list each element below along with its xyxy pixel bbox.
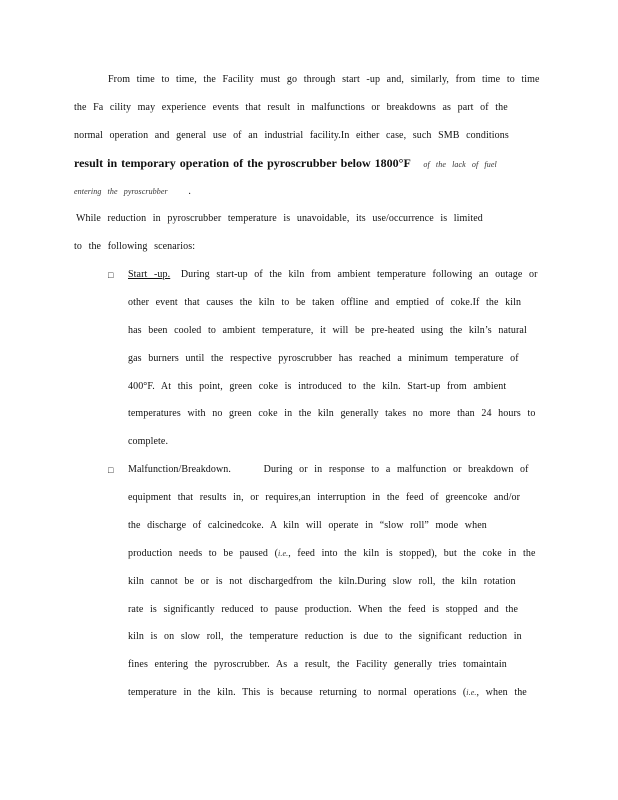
paragraph-1-line-1: From time to time, the Facility must go through start -up and, similarly, from time to time (108, 74, 540, 85)
ie-abbrev: i.e. (278, 549, 289, 558)
line-9-pre: temperature in the kiln. This is because returning to normal operations ( (128, 687, 467, 698)
paragraph-2-line-2: to the following scenarios: (74, 241, 196, 252)
paragraph-2-line-1: While reduction in pyroscrubber temperature is unavoidable, its use/occurrence is limited (76, 213, 483, 224)
italic-fragment: of the lack of fuel (423, 160, 497, 169)
bold-statement: result in temporary operation of the pyroscrubber below 1800°F (74, 156, 411, 170)
italic-fragment-2: entering the pyroscrubber (74, 187, 168, 196)
paragraph-1-line-2: the Fa cility may experience events that result in malfunctions or breakdowns as part of the (74, 102, 508, 113)
line-4-pre: production needs to be paused ( (128, 548, 279, 559)
bullet-2-line-4 (128, 548, 536, 560)
paragraph-1-line-3: normal operation and general use of an industrial facility.In either case, such SMB conditions (74, 130, 509, 141)
period: . (188, 186, 191, 197)
bullet-1-line-7: complete. (128, 436, 169, 447)
bullet-1-line-5: 400°F. At this point, green coke is introduced to the kiln. Start-up from ambient (128, 381, 507, 392)
paragraph-1-line-4 (74, 156, 497, 171)
bullet-1-line-4: gas burners until the respective pyroscrubber has reached a minimum temperature of (128, 353, 519, 364)
ie-abbrev: i.e. (466, 688, 477, 697)
bullet-1-label: Start -up. (128, 269, 171, 280)
bullet-1-line-6: temperatures with no green coke in the kiln generally takes no more than 24 hours to (128, 408, 536, 419)
bullet-2-line-7: kiln is on slow roll, the temperature reduction is due to the significant reduction in (128, 631, 522, 642)
bullet-2-line-1-text: During or in response to a malfunction or breakdown of (263, 464, 529, 475)
bullet-2-line-5: kiln cannot be or is not dischargedfrom the kiln.During slow roll, the kiln rotation (128, 576, 516, 587)
bullet-2-line-3: the discharge of calcinedcoke. A kiln will operate in “slow roll” mode when (128, 520, 487, 531)
bullet-icon: □ (108, 270, 114, 280)
bullet-1-line-1 (128, 269, 538, 281)
bullet-2-line-1 (128, 464, 529, 476)
bullet-1-line-2: other event that causes the kiln to be taken offline and emptied of coke.If the kiln (128, 297, 522, 308)
bullet-2-line-8: fines entering the pyroscrubber. As a result, the Facility generally tries tomaintain (128, 659, 507, 670)
bullet-2-line-6: rate is significantly reduced to pause production. When the feed is stopped and the (128, 604, 519, 615)
bullet-icon: □ (108, 465, 114, 475)
bullet-2-label: Malfunction/Breakdown. (128, 464, 232, 475)
bullet-2-line-2: equipment that results in, or requires,an interruption in the feed of greencoke and/or (128, 492, 521, 503)
bullet-2-line-9 (128, 687, 527, 699)
bullet-1-line-1-text: During start-up of the kiln from ambient temperature following an outage or (180, 269, 538, 280)
line-9-post: , when the (476, 687, 527, 698)
line-4-post: , feed into the kiln is stopped), but the coke in the (288, 548, 536, 559)
bullet-1-line-3: has been cooled to ambient temperature, it will be pre-heated using the kiln’s natural (128, 325, 527, 336)
paragraph-1-line-5 (74, 186, 191, 198)
